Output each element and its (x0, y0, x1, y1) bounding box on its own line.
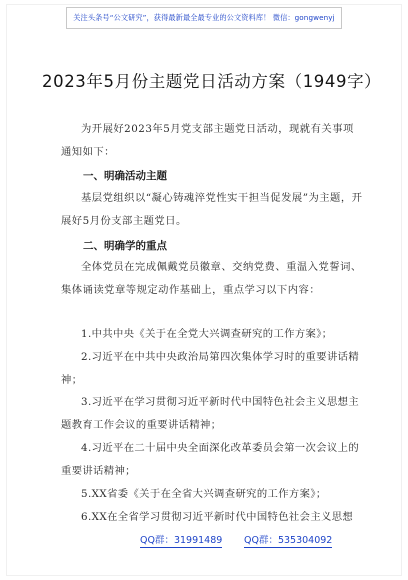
study-paragraph: 全体党员在完成佩戴党员徽章、交纳党费、重温入党誓词、集体诵读党章等规定动作基础上，重点学习以下内容： (61, 261, 362, 296)
section-heading-study: 二、明确学的重点 (83, 240, 167, 252)
footer (0, 530, 408, 548)
top-banner[interactable] (66, 7, 342, 29)
qq-group-link-2[interactable]: QQ群：535304092 (244, 532, 332, 548)
theme-paragraph: 基层党组织以“凝心铸魂淬党性实干担当促发展”为主题，开展好5月份支部主题党日。 (61, 192, 363, 227)
study-item: 5.XX省委《关于在全省大兴调查研究的工作方案》； (81, 488, 327, 500)
section-heading-theme: 一、明确活动主题 (83, 170, 167, 182)
study-item: 2.习近平在中共中央政治局第四次集体学习时的重要讲话精神； (61, 351, 360, 386)
qq-group-link-1[interactable]: QQ群：31991489 (140, 532, 222, 548)
document-title: 2023年5月份主题党日活动方案（1949字） (42, 72, 382, 91)
study-item: 4.习近平在二十届中央全面深化改革委员会第一次会议上的重要讲话精神； (61, 442, 360, 477)
study-item: 3.习近平在学习贯彻习近平新时代中国特色社会主义思想主题教育工作会议的重要讲话精神； (61, 396, 360, 431)
study-item: 1.中共中央《关于在全党大兴调查研究的工作方案》； (81, 328, 333, 340)
study-item: 6.XX在全省学习贯彻习近平新时代中国特色社会主义思想 (81, 511, 354, 523)
banner-text: 关注头条号“公文研究”，获得最新最全最专业的公文资料库！ 微信：gongwenyj (73, 13, 335, 22)
intro-paragraph: 为开展好2023年5月党支部主题党日活动，现就有关事项通知如下： (61, 123, 354, 158)
